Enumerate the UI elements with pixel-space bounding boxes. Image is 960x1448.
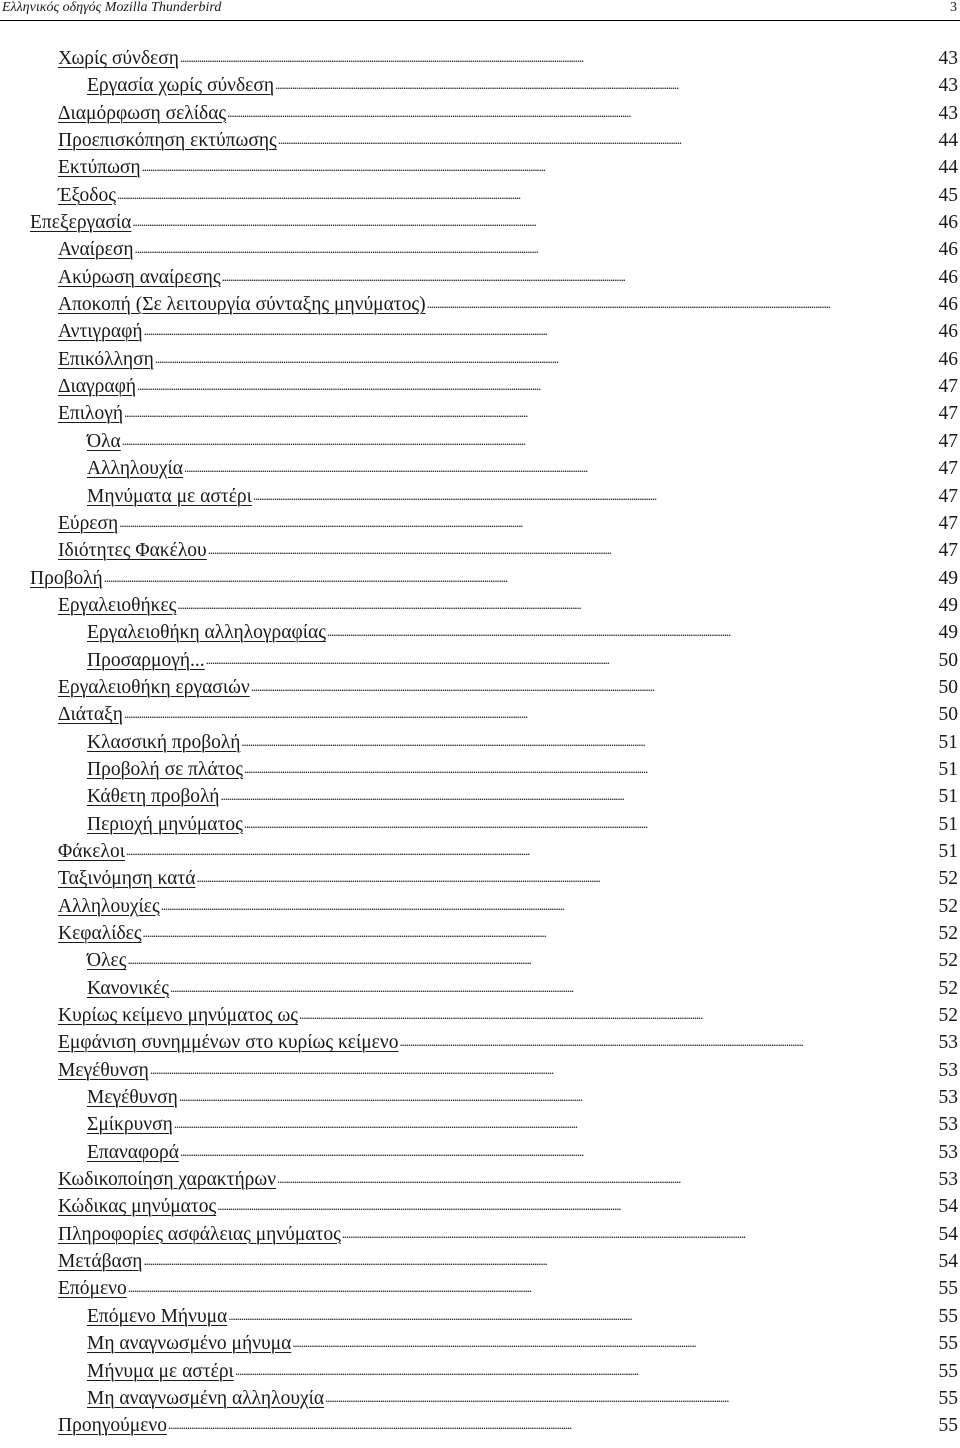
- dot-leader: [292, 1330, 937, 1349]
- toc-entry-link[interactable]: Διάταξη: [58, 704, 123, 726]
- toc-entry-link[interactable]: Διαγραφή: [58, 376, 137, 398]
- toc-page-number: 49: [938, 594, 958, 616]
- dot-leader: [179, 1084, 938, 1103]
- toc-entry-link[interactable]: Εργαλειοθήκη εργασιών: [58, 676, 250, 698]
- toc-entry-link[interactable]: Ιδιότητες Φακέλου: [58, 540, 207, 562]
- toc-entry[interactable]: [0, 373, 960, 400]
- dot-leader: [122, 428, 938, 447]
- toc-entry[interactable]: [0, 1221, 960, 1248]
- toc-page-number: 46: [938, 212, 958, 234]
- dot-leader: [342, 1221, 938, 1240]
- toc-entry-link[interactable]: Εμφάνιση συνημμένων στο κυρίως κείμενο: [58, 1032, 399, 1054]
- toc-page-number: 46: [938, 266, 958, 288]
- toc-page-number: 51: [938, 813, 958, 835]
- toc-entry[interactable]: [0, 428, 960, 455]
- toc-page-number: 47: [938, 540, 958, 562]
- dot-leader: [241, 729, 937, 748]
- toc-entry-link[interactable]: Μεγέθυνση: [87, 1087, 178, 1109]
- toc-entry[interactable]: [0, 72, 960, 99]
- toc-entry[interactable]: [0, 1385, 960, 1412]
- toc-entry-link[interactable]: Μηνύματα με αστέρι: [87, 485, 252, 507]
- dot-leader: [206, 647, 938, 666]
- toc-page-number: 47: [938, 512, 958, 534]
- toc-entry[interactable]: [0, 947, 960, 974]
- toc-entry[interactable]: [0, 565, 960, 592]
- toc-entry-link[interactable]: Επικόλληση: [58, 348, 154, 370]
- toc-page-number: 44: [938, 130, 958, 152]
- toc-page-number: 52: [938, 1005, 958, 1027]
- dot-leader: [277, 1166, 937, 1185]
- dot-leader: [124, 701, 938, 720]
- toc-page-number: 46: [938, 348, 958, 370]
- toc-entry[interactable]: [0, 1111, 960, 1138]
- toc-entry[interactable]: [0, 674, 960, 701]
- toc-entry[interactable]: [0, 236, 960, 263]
- toc-entry-link[interactable]: Προηγούμενο: [58, 1415, 167, 1437]
- toc-page-number: 54: [938, 1196, 958, 1218]
- toc-entry-link[interactable]: Μη αναγνωσμένο μήνυμα: [87, 1333, 292, 1355]
- dot-leader: [137, 373, 937, 392]
- toc-entry-link[interactable]: Χωρίς σύνδεση: [58, 48, 179, 69]
- toc-entry[interactable]: [0, 1275, 960, 1302]
- dot-leader: [235, 1358, 938, 1377]
- toc-entry[interactable]: [0, 1330, 960, 1357]
- toc-entry[interactable]: [0, 1002, 960, 1029]
- toc-entry[interactable]: [0, 1412, 960, 1439]
- toc-entry-link[interactable]: Κωδικοποίηση χαρακτήρων: [58, 1169, 277, 1191]
- toc-entry-link[interactable]: Πληροφορίες ασφάλειας μηνύματος: [58, 1223, 341, 1245]
- document-title: Ελληνικός οδηγός Mozilla Thunderbird: [2, 0, 222, 15]
- toc-entry[interactable]: [0, 291, 960, 318]
- toc-entry-link[interactable]: Αντιγραφή: [58, 321, 143, 343]
- toc-page-number: 54: [938, 1223, 958, 1245]
- toc-entry-link[interactable]: Αποκοπή (Σε λειτουργία σύνταξης μηνύματος): [58, 294, 426, 316]
- toc-entry-link[interactable]: Επαναφορά: [87, 1141, 179, 1163]
- dot-leader: [104, 565, 938, 584]
- dot-leader: [174, 1111, 938, 1130]
- toc-page-number: 46: [938, 321, 958, 343]
- toc-entry[interactable]: [0, 182, 960, 209]
- toc-entry-link[interactable]: Κάθετη προβολή: [87, 786, 220, 808]
- toc-page-number: 53: [938, 1087, 958, 1109]
- toc-page-number: 51: [938, 731, 958, 753]
- toc-entry-link[interactable]: Έξοδος: [58, 184, 116, 206]
- toc-page-number: 49: [938, 567, 958, 589]
- dot-leader: [143, 1248, 937, 1267]
- dot-leader: [227, 100, 937, 119]
- toc-page-number: 55: [938, 1360, 958, 1382]
- toc-page-number: 55: [938, 1278, 958, 1300]
- dot-leader: [117, 182, 938, 201]
- dot-leader: [119, 510, 937, 529]
- dot-leader: [170, 975, 938, 994]
- toc-entry-link[interactable]: Διαμόρφωση σελίδας: [58, 102, 227, 124]
- dot-leader: [132, 209, 937, 228]
- toc-page-number: 51: [938, 758, 958, 780]
- toc-page-number: 53: [938, 1114, 958, 1136]
- toc-entry-link[interactable]: Εκτύπωση: [58, 157, 141, 179]
- toc-page-number: 52: [938, 895, 958, 917]
- dot-leader: [126, 838, 938, 857]
- toc-entry[interactable]: [0, 783, 960, 810]
- toc-entry[interactable]: [0, 209, 960, 236]
- dot-leader: [208, 537, 938, 556]
- dot-leader: [155, 346, 938, 365]
- toc-entry[interactable]: [0, 346, 960, 373]
- toc-page-number: 50: [938, 704, 958, 726]
- toc-page-number: 55: [938, 1305, 958, 1327]
- dot-leader: [427, 291, 938, 310]
- toc-page-number: 52: [938, 977, 958, 999]
- toc-entry-link[interactable]: Εργασία χωρίς σύνδεση: [87, 75, 275, 97]
- toc-entry[interactable]: [0, 400, 960, 427]
- dot-leader: [180, 1139, 938, 1158]
- toc-entry-link[interactable]: Όλα: [87, 430, 121, 452]
- toc-entry[interactable]: [0, 838, 960, 865]
- dot-leader: [180, 45, 938, 64]
- toc-entry[interactable]: [0, 1358, 960, 1385]
- toc-page-number: 53: [938, 1059, 958, 1081]
- toc-page-number: 46: [938, 294, 958, 316]
- toc-page-number: 51: [938, 786, 958, 808]
- toc-entry-link[interactable]: Σμίκρυνση: [87, 1114, 173, 1136]
- toc-entry-link[interactable]: Περιοχή μηνύματος: [87, 813, 243, 835]
- header-divider: [0, 20, 960, 21]
- toc-entry-link[interactable]: Προβολή: [30, 567, 103, 589]
- toc-entry[interactable]: [0, 893, 960, 920]
- toc-entry-link[interactable]: Μετάβαση: [58, 1251, 143, 1273]
- toc-entry[interactable]: [0, 701, 960, 728]
- toc-entry[interactable]: [0, 1057, 960, 1084]
- dot-leader: [217, 1193, 937, 1212]
- toc-page-number: 51: [938, 840, 958, 862]
- toc-entry[interactable]: [0, 264, 960, 291]
- toc-page-number: 53: [938, 1169, 958, 1191]
- toc-page-number: 43: [938, 75, 958, 97]
- dot-leader: [228, 1303, 937, 1322]
- toc-entry[interactable]: [0, 1166, 960, 1193]
- toc-page-number: 47: [938, 403, 958, 425]
- toc-entry[interactable]: [0, 483, 960, 510]
- toc-entry-link[interactable]: Κεφαλίδες: [58, 923, 142, 944]
- toc-entry-link[interactable]: Κλασσική προβολή: [87, 731, 241, 753]
- toc-page-number: 50: [938, 676, 958, 698]
- toc-entry-link[interactable]: Εύρεση: [58, 512, 119, 534]
- toc-page-number: 53: [938, 1141, 958, 1163]
- toc-entry-link[interactable]: Προεπισκόπηση εκτύπωσης: [58, 130, 277, 152]
- dot-leader: [221, 783, 938, 802]
- toc-entry-link[interactable]: Αναίρεση: [58, 239, 134, 261]
- toc-entry-link[interactable]: Μήνυμα με αστέρι: [87, 1360, 234, 1382]
- toc-entry[interactable]: [0, 619, 960, 646]
- dot-leader: [150, 1057, 938, 1076]
- dot-leader: [142, 154, 938, 173]
- toc-entry-link[interactable]: Φάκελοι: [58, 840, 125, 862]
- dot-leader: [275, 72, 937, 91]
- toc-page-number: 45: [938, 184, 958, 206]
- toc-page-number: 47: [938, 458, 958, 480]
- toc-page-number: 55: [938, 1333, 958, 1355]
- toc-entry[interactable]: [0, 1248, 960, 1275]
- toc-entry[interactable]: [0, 920, 960, 947]
- toc-entry-link[interactable]: Επεξεργασία: [30, 212, 132, 234]
- toc-entry-link[interactable]: Όλες: [87, 950, 127, 972]
- dot-leader: [161, 893, 938, 912]
- toc-entry[interactable]: [0, 1084, 960, 1111]
- dot-leader: [253, 483, 938, 502]
- toc-page-number: 53: [938, 1032, 958, 1054]
- toc-entry[interactable]: [0, 1303, 960, 1330]
- toc-entry-link[interactable]: Επόμενο: [58, 1278, 127, 1300]
- table-of-contents: [0, 45, 960, 1440]
- toc-entry-link[interactable]: Κανονικές: [87, 977, 169, 999]
- toc-entry-link[interactable]: Μεγέθυνση: [58, 1059, 149, 1081]
- toc-page-number: 55: [938, 1415, 958, 1437]
- dot-leader: [222, 264, 938, 283]
- toc-entry-link[interactable]: Εργαλειοθήκη αλληλογραφίας: [87, 622, 326, 644]
- toc-entry-link[interactable]: Επιλογή: [58, 403, 124, 425]
- toc-page-number: 50: [938, 649, 958, 671]
- toc-entry-link[interactable]: Προσαρμογή...: [87, 649, 205, 671]
- toc-page-number: 54: [938, 1251, 958, 1273]
- toc-entry-link[interactable]: Εργαλειοθήκες: [58, 594, 177, 616]
- toc-page-number: 47: [938, 430, 958, 452]
- dot-leader: [251, 674, 938, 693]
- toc-entry-link[interactable]: Ταξινόμηση κατά: [58, 868, 196, 890]
- toc-entry-link[interactable]: Ακύρωση αναίρεσης: [58, 266, 221, 288]
- toc-page-number: 52: [938, 923, 958, 944]
- toc-entry[interactable]: [0, 865, 960, 892]
- dot-leader: [168, 1412, 938, 1431]
- toc-entry-link[interactable]: Κώδικας μηνύματος: [58, 1196, 217, 1218]
- dot-leader: [127, 947, 937, 966]
- toc-entry-link[interactable]: Προβολή σε πλάτος: [87, 758, 243, 780]
- toc-entry[interactable]: [0, 455, 960, 482]
- toc-entry[interactable]: [0, 1139, 960, 1166]
- toc-page-number: 55: [938, 1387, 958, 1409]
- toc-page-number: 52: [938, 950, 958, 972]
- dot-leader: [184, 455, 938, 474]
- toc-entry[interactable]: [0, 1193, 960, 1220]
- dot-leader: [278, 127, 938, 146]
- dot-leader: [124, 400, 937, 419]
- toc-page-number: 49: [938, 622, 958, 644]
- dot-leader: [143, 920, 938, 939]
- dot-leader: [399, 1029, 937, 1048]
- page-header: [0, 0, 960, 22]
- toc-entry[interactable]: [0, 592, 960, 619]
- dot-leader: [144, 318, 938, 337]
- dot-leader: [325, 1385, 937, 1404]
- toc-page-number: 47: [938, 376, 958, 398]
- toc-entry-link[interactable]: Αλληλουχίες: [58, 895, 160, 917]
- dot-leader: [299, 1002, 937, 1021]
- dot-leader: [128, 1275, 938, 1294]
- toc-entry[interactable]: [0, 45, 960, 72]
- toc-entry[interactable]: [0, 729, 960, 756]
- dot-leader: [327, 619, 938, 638]
- toc-entry[interactable]: [0, 811, 960, 838]
- toc-entry-link[interactable]: Κυρίως κείμενο μηνύματος ως: [58, 1005, 299, 1027]
- toc-page-number: 52: [938, 868, 958, 890]
- toc-entry[interactable]: [0, 537, 960, 564]
- toc-entry[interactable]: [0, 127, 960, 154]
- toc-entry[interactable]: [0, 510, 960, 537]
- toc-entry[interactable]: [0, 647, 960, 674]
- page-number: 3: [950, 0, 957, 15]
- toc-entry-link[interactable]: Αλληλουχία: [87, 458, 183, 480]
- toc-page-number: 43: [938, 48, 958, 69]
- dot-leader: [244, 811, 938, 830]
- toc-entry[interactable]: [0, 975, 960, 1002]
- toc-entry-link[interactable]: Επόμενο Μήνυμα: [87, 1305, 228, 1327]
- dot-leader: [135, 236, 938, 255]
- toc-entry-link[interactable]: Μη αναγνωσμένη αλληλουχία: [87, 1387, 325, 1409]
- toc-page-number: 46: [938, 239, 958, 261]
- toc-entry[interactable]: [0, 1029, 960, 1056]
- toc-entry[interactable]: [0, 100, 960, 127]
- dot-leader: [196, 865, 937, 884]
- toc-entry[interactable]: [0, 318, 960, 345]
- toc-entry[interactable]: [0, 154, 960, 181]
- dot-leader: [244, 756, 938, 775]
- toc-page-number: 44: [938, 157, 958, 179]
- toc-entry[interactable]: [0, 756, 960, 783]
- dot-leader: [177, 592, 937, 611]
- toc-page-number: 47: [938, 485, 958, 507]
- toc-page-number: 43: [938, 102, 958, 124]
